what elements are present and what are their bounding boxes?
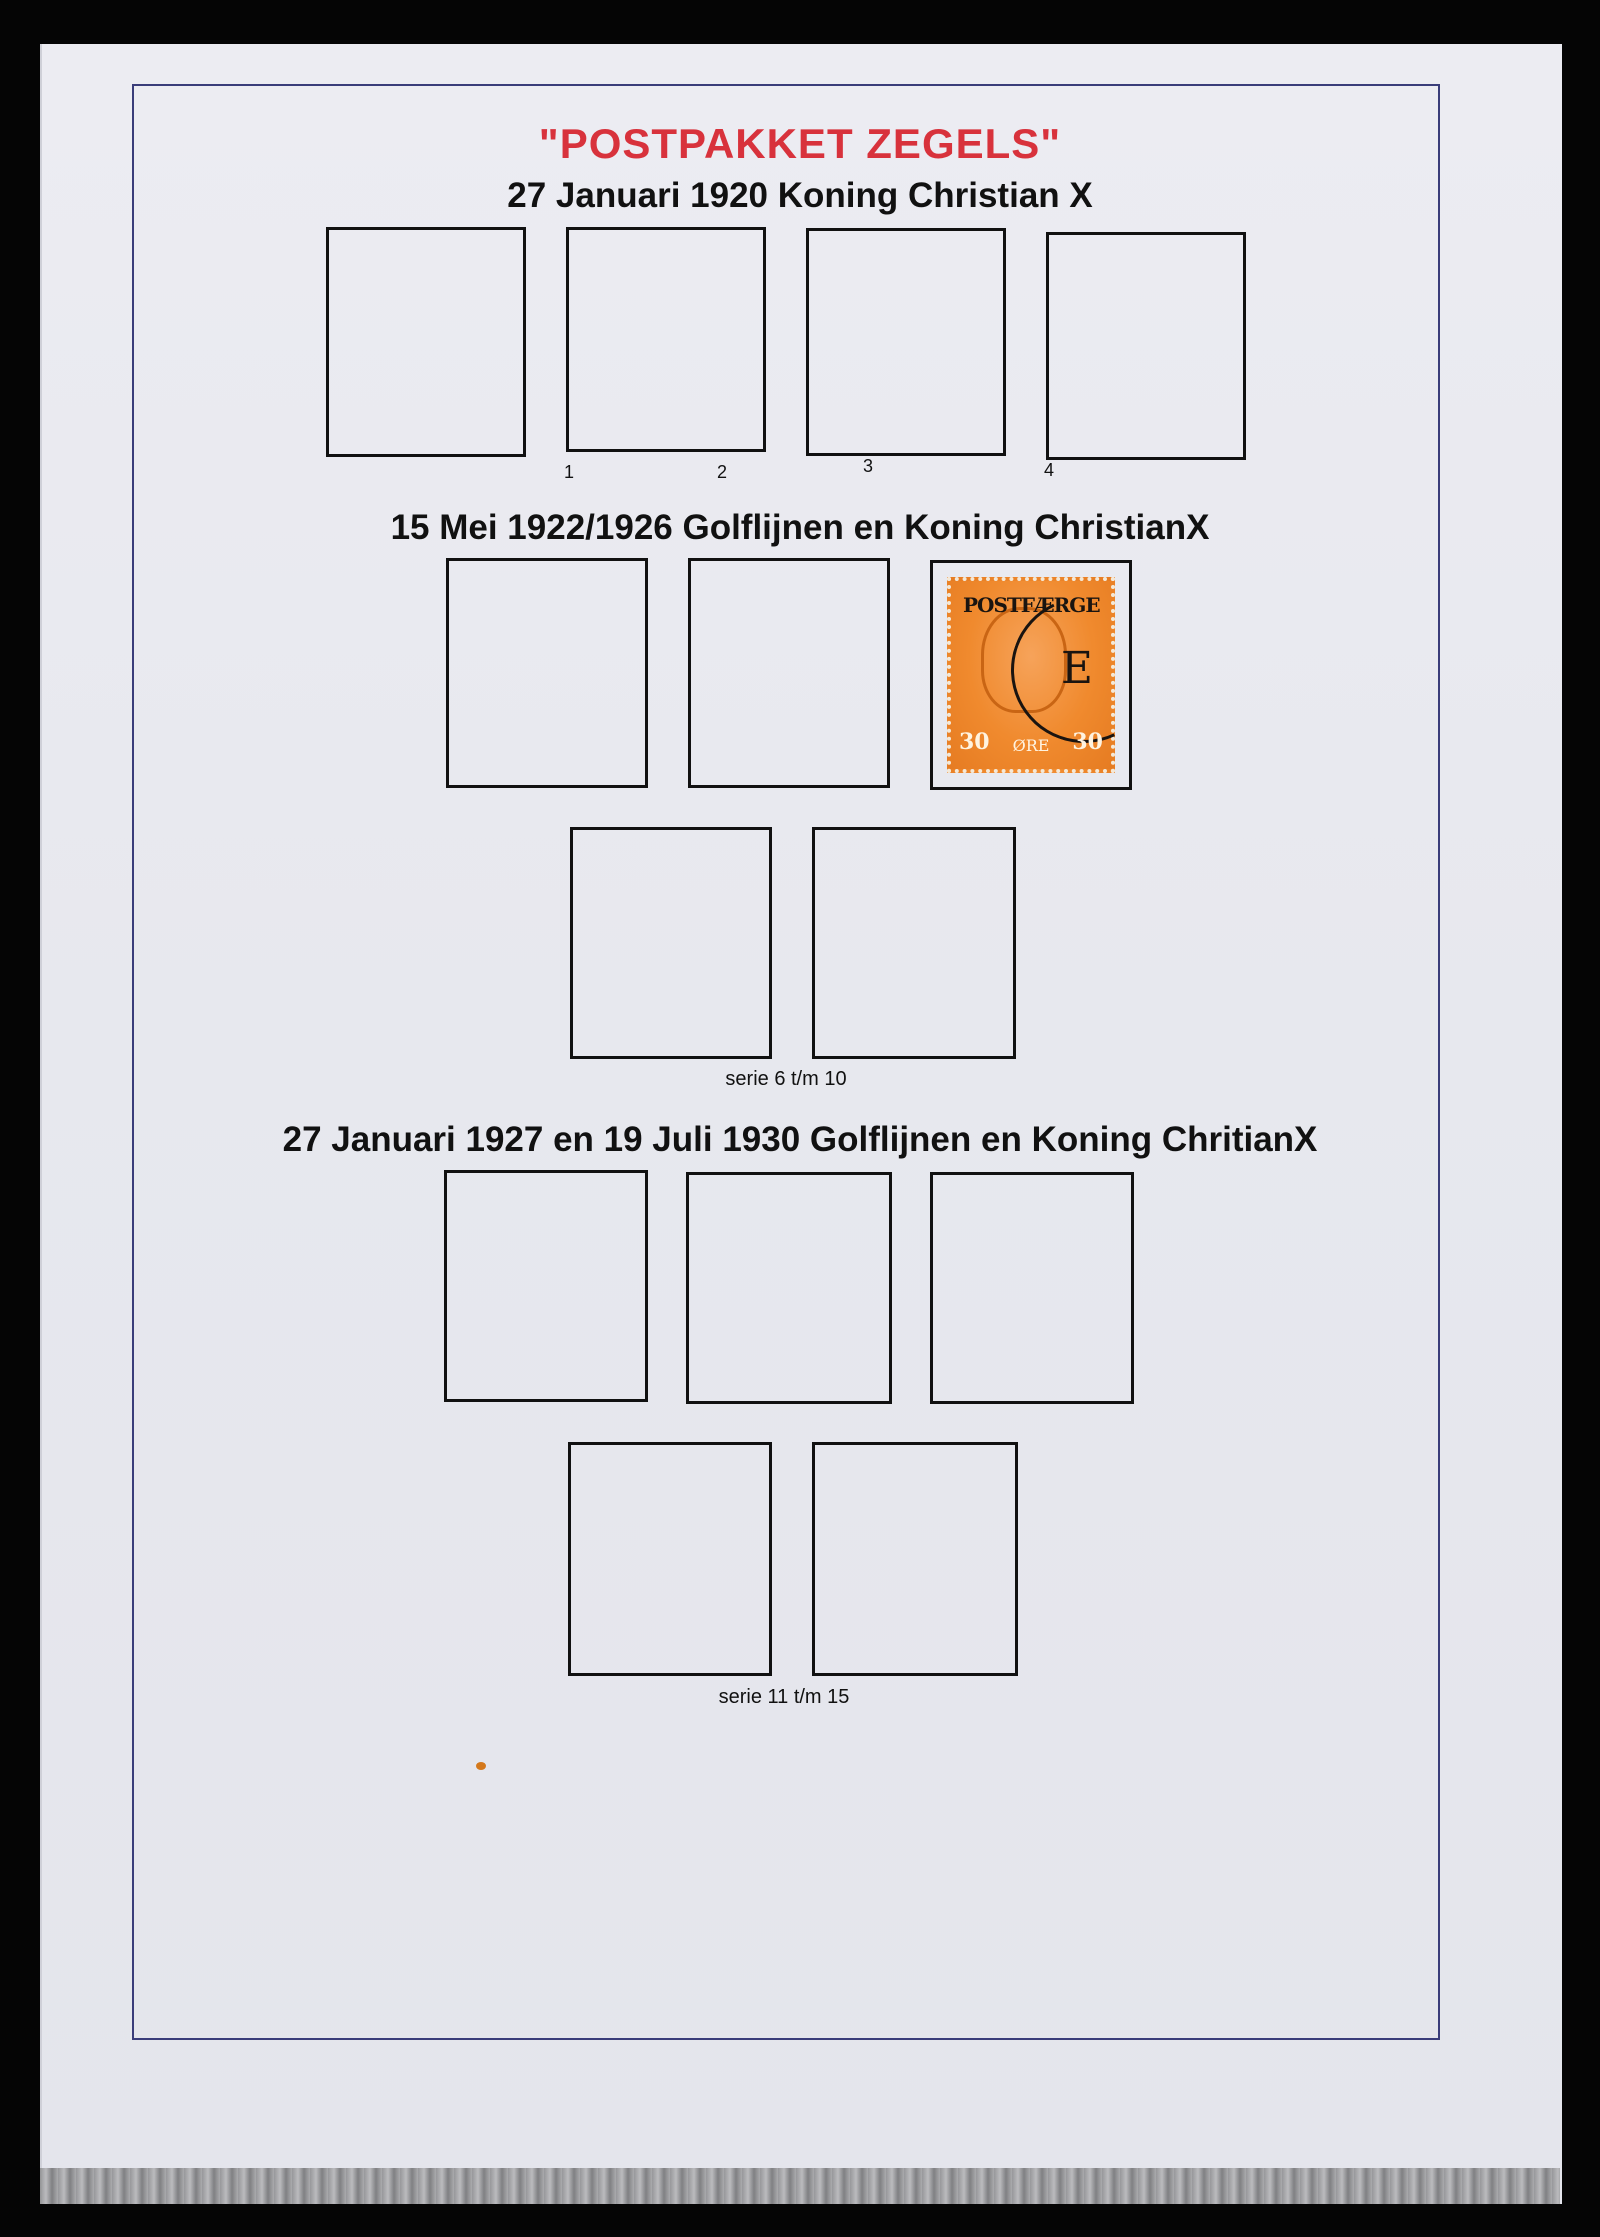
section-3-heading: 27 Januari 1927 en 19 Juli 1930 Golflijnen en Koning ChritianX (282, 1120, 1318, 1159)
stamp-value-right: 30 (1072, 729, 1103, 755)
stamp-slot[interactable] (688, 558, 890, 788)
stamp-slot[interactable] (326, 227, 526, 457)
stamp-denomination: ØRE (1012, 736, 1050, 755)
slot-number: 2 (717, 462, 728, 482)
stamp-slot[interactable] (568, 1442, 772, 1676)
stamp-slot[interactable] (812, 827, 1016, 1059)
section-1-heading: 27 Januari 1920 Koning Christian X (507, 176, 1093, 215)
page-title: "POSTPAKKET ZEGELS" (538, 120, 1062, 167)
slot-number: 4 (1044, 460, 1055, 480)
stamp-slot[interactable] (686, 1172, 892, 1404)
stamp-slot[interactable] (806, 228, 1006, 456)
stamp-slot[interactable] (930, 1172, 1134, 1404)
postmark-letter: E (1060, 643, 1093, 694)
stamp-overprint: POSTFÆRGE (963, 593, 1100, 617)
slot-number: 1 (564, 462, 575, 482)
stamp-slot-filled[interactable] (930, 560, 1132, 790)
stamp-slot[interactable] (446, 558, 648, 788)
section-2-heading: 15 Mei 1922/1926 Golflijnen en Koning ChristianX (390, 508, 1210, 547)
stamp-value-left: 30 (959, 729, 990, 755)
stamp-slot[interactable] (566, 227, 766, 452)
stamp-slot[interactable] (570, 827, 772, 1059)
series-caption: serie 11 t/m 15 (718, 1686, 850, 1708)
series-caption: serie 6 t/m 10 (725, 1068, 847, 1090)
stamp-slot[interactable] (812, 1442, 1018, 1676)
stamp-slot[interactable] (444, 1170, 648, 1402)
album-binder-edge (40, 2168, 1560, 2204)
slot-number: 3 (863, 456, 874, 476)
stamp (947, 577, 1115, 773)
paper-spot (476, 1762, 486, 1770)
stamp-slot[interactable] (1046, 232, 1246, 460)
